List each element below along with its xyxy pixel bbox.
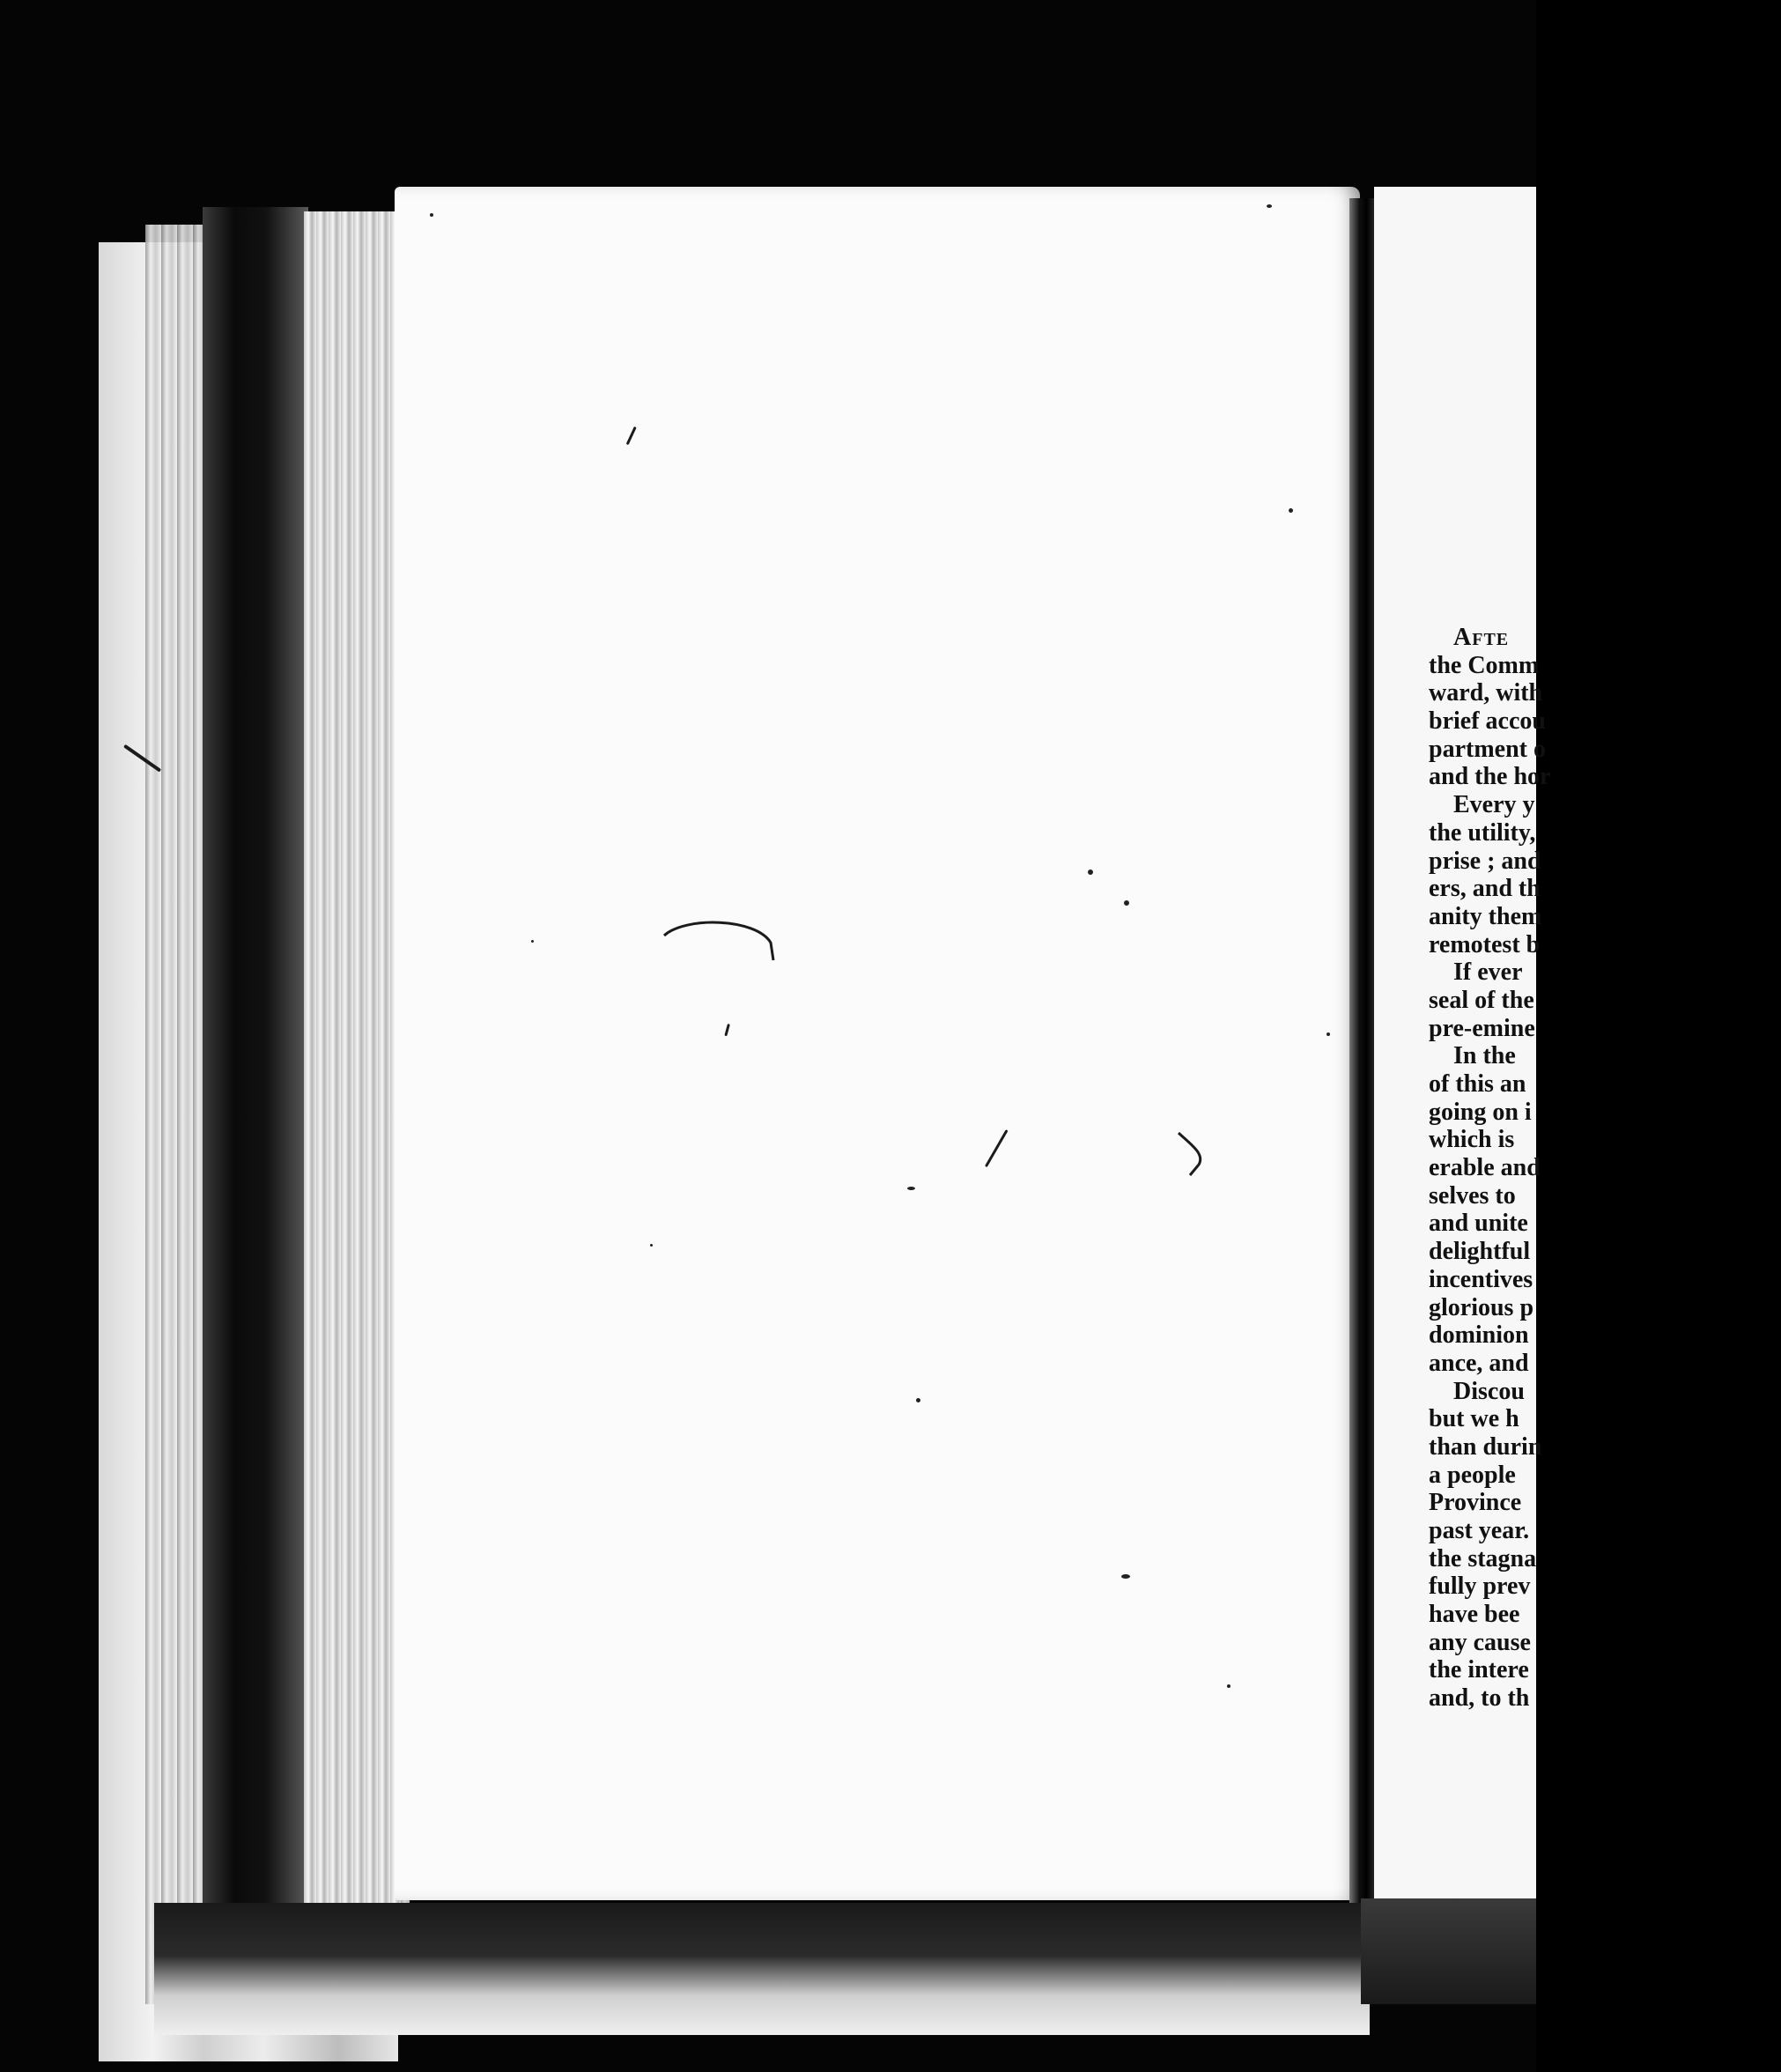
text-line: and, to th — [1429, 1684, 1530, 1713]
text-line: the Comm — [1429, 651, 1540, 679]
dust-speck — [1227, 1684, 1230, 1688]
text-line: If ever — [1453, 958, 1523, 987]
dust-speck — [1088, 870, 1093, 875]
spine-shadow — [203, 207, 308, 1987]
text-line: which is — [1429, 1126, 1515, 1154]
hair-mark — [626, 426, 637, 445]
text-line: the stagna — [1429, 1544, 1537, 1572]
text-line: pre-emine — [1429, 1014, 1535, 1042]
text-line: ers, and th — [1429, 875, 1541, 903]
hair-mark — [985, 1129, 1009, 1167]
inner-page-edges — [304, 211, 401, 1912]
text-line: ance, and — [1429, 1349, 1529, 1377]
dust-speck — [650, 1244, 653, 1247]
dust-speck — [1124, 900, 1129, 906]
text-line: and the hor — [1429, 763, 1551, 791]
text-line: Province — [1429, 1489, 1522, 1517]
right-page-bottom-shadow — [1361, 1898, 1536, 2004]
text-line: of this an — [1429, 1070, 1526, 1098]
text-line: brief accou — [1429, 707, 1546, 736]
dust-speck — [1327, 1032, 1330, 1036]
text-line: than durin — [1429, 1432, 1542, 1461]
text-line: and unite — [1429, 1210, 1528, 1238]
text-line: the intere — [1429, 1656, 1529, 1684]
text-line: past year. — [1429, 1517, 1530, 1544]
text-line: prise ; and — [1429, 847, 1541, 875]
text-line: any cause — [1429, 1628, 1531, 1656]
curl-hair-mark — [659, 918, 782, 988]
text-line: delightful — [1429, 1238, 1531, 1266]
text-line: fully prev — [1429, 1572, 1531, 1601]
left-blank-page — [395, 187, 1360, 1900]
dust-speck — [916, 1398, 920, 1402]
dust-speck — [531, 940, 534, 943]
dust-speck — [430, 213, 433, 217]
text-line: Every y — [1453, 791, 1535, 819]
text-line: going on i — [1429, 1098, 1532, 1126]
hair-mark — [724, 1024, 730, 1036]
dust-speck — [1289, 508, 1293, 513]
right-text-page — [1374, 187, 1551, 1900]
hook-hair-mark — [1174, 1129, 1218, 1191]
text-line: the utility, — [1429, 818, 1536, 847]
text-line: selves to — [1429, 1181, 1516, 1210]
text-line: erable and — [1429, 1154, 1541, 1182]
text-line: dominion — [1429, 1321, 1529, 1350]
text-line: Discou — [1453, 1377, 1525, 1405]
text-line: partment o — [1429, 735, 1546, 763]
text-line: Afte — [1453, 624, 1510, 651]
text-line: glorious p — [1429, 1293, 1534, 1321]
text-line: have bee — [1429, 1601, 1520, 1629]
text-line: remotest b — [1429, 930, 1541, 958]
dust-speck — [1267, 204, 1272, 208]
text-line: In the — [1453, 1042, 1516, 1070]
text-line: ward, with — [1429, 679, 1543, 707]
text-line: anity them — [1429, 902, 1542, 930]
text-line: but we h — [1429, 1405, 1519, 1433]
text-line: seal of the — [1429, 986, 1534, 1014]
text-line: incentives — [1429, 1265, 1533, 1293]
dust-speck — [1121, 1574, 1130, 1579]
dust-speck — [907, 1187, 915, 1190]
text-line: a people — [1429, 1461, 1516, 1489]
body-text — [1429, 624, 1781, 1713]
book-bottom-edge — [154, 1903, 1370, 2035]
